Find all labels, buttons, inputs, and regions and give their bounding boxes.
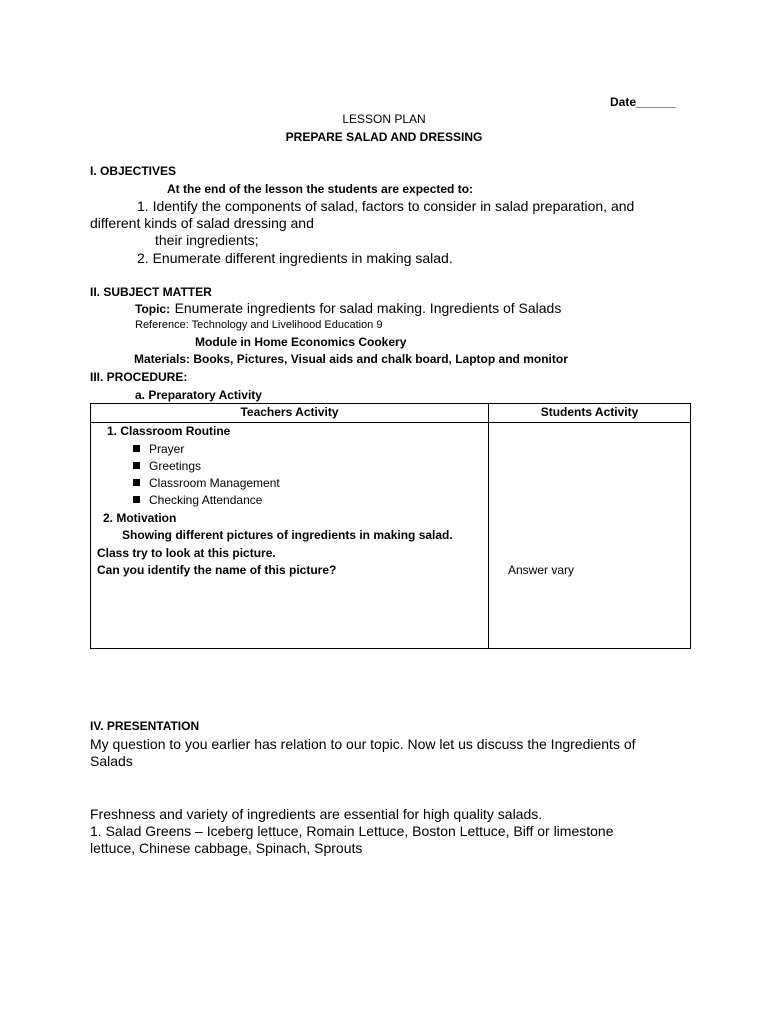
salad-greens-line-1: 1. Salad Greens – Iceberg lettuce, Romain Lettuce, Boston Lettuce, Biff or limestone [90,823,614,839]
motivation: 2. Motivation [103,511,177,525]
list-item: Greetings [133,459,201,473]
list-item: Classroom Management [133,476,280,490]
subject-matter-heading: II. SUBJECT MATTER [90,285,212,299]
bullet-icon [133,462,140,469]
topic-label: Topic: [135,302,171,316]
bullet-icon [133,445,140,452]
topic-line [135,300,561,318]
bullet-icon [133,479,140,486]
objectives-heading: I. OBJECTIVES [90,164,177,178]
objective-1-line-1: 1. Identify the components of salad, factors to consider in salad preparation, and [137,198,635,214]
objective-1-line-3: their ingredients; [155,232,259,248]
student-answer: Answer vary [508,563,575,577]
page-title: LESSON PLAN [342,112,426,126]
preparatory-activity: a. Preparatory Activity [135,388,262,402]
module: Module in Home Economics Cookery [195,335,407,349]
motivation-showing: Showing different pictures of ingredients in making salad. [122,528,453,542]
presentation-para-1-line-1: My question to you earlier has relation to our topic. Now let us discuss the Ingredients of [90,736,636,752]
classroom-routine: 1. Classroom Routine [107,424,231,438]
presentation-para-1-line-2: Salads [90,753,133,769]
objective-1-line-2: different kinds of salad dressing and [90,215,314,231]
activity-table [90,403,691,649]
bullet-icon [133,496,140,503]
list-item: Prayer [133,442,184,456]
teachers-activity-header: Teachers Activity [240,405,339,419]
date-field: Date______ [610,95,677,109]
table-header-divider [91,422,690,423]
motivation-class-try: Class try to look at this picture. [97,546,276,560]
presentation-para-2: Freshness and variety of ingredients are essential for high quality salads. [90,806,543,822]
objective-2: 2. Enumerate different ingredients in making salad. [137,250,453,266]
table-column-divider [488,404,489,648]
topic-value: Enumerate ingredients for salad making. Ingredients of Salads [174,300,562,316]
materials: Materials: Books, Pictures, Visual aids and chalk board, Laptop and monitor [134,352,568,366]
students-activity-header: Students Activity [540,405,639,419]
page-subtitle: PREPARE SALAD AND DRESSING [285,130,483,144]
presentation-heading: IV. PRESENTATION [90,719,200,733]
objectives-intro: At the end of the lesson the students are expected to: [167,182,474,196]
reference: Reference: Technology and Livelihood Education 9 [135,319,383,331]
list-item: Checking Attendance [133,493,262,507]
motivation-question: Can you identify the name of this picture? [97,563,337,577]
salad-greens-line-2: lettuce, Chinese cabbage, Spinach, Sprouts [90,840,363,856]
procedure-heading: III. PROCEDURE: [90,370,188,384]
